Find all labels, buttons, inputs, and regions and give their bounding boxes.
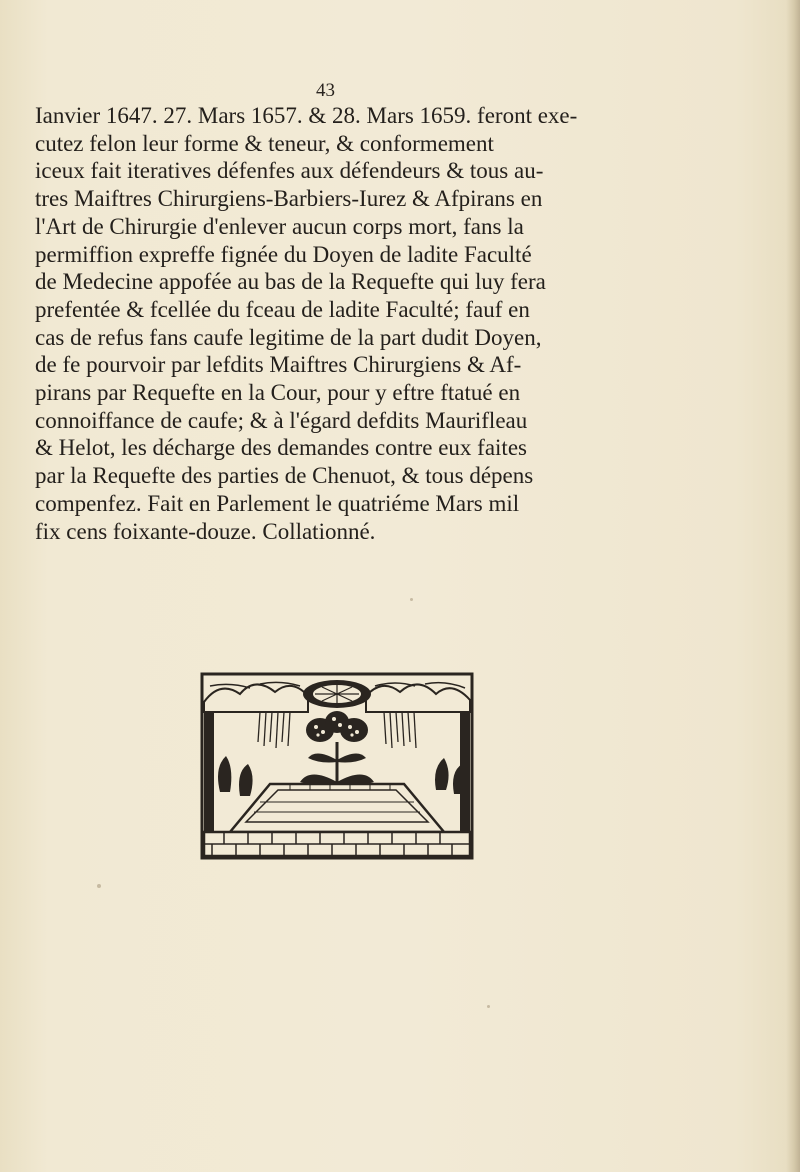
paper-speck — [487, 1005, 490, 1008]
text-line: connoiffance de caufe; & à l'égard defdits Maurifleau — [35, 407, 528, 433]
text-line: l'Art de Chirurgie d'enlever aucun corps mort, fans la — [35, 213, 524, 239]
text-line: permiffion expreffe fignée du Doyen de ladite Faculté — [35, 241, 532, 267]
text-line: fix cens foixante-douze. Collationné. — [35, 518, 376, 544]
text-line: compenfez. Fait en Parlement le quatriéme Mars mil — [35, 490, 520, 516]
text-line: cas de refus fans caufe legitime de la part dudit Doyen, — [35, 324, 542, 350]
text-line: prefentée & fcellée du fceau de ladite Faculté; fauf en — [35, 296, 530, 322]
text-line: de Medecine appofée au bas de la Requefte qui luy fera — [35, 269, 546, 295]
text-line: pirans par Requefte en la Cour, pour y eftre ftatué en — [35, 380, 521, 406]
paper-speck — [97, 884, 101, 888]
body-text — [35, 102, 625, 545]
text-line: Ianvier 1647. 27. Mars 1657. & 28. Mars 1659. feront exe- — [35, 103, 578, 128]
text-line: tres Maiftres Chirurgiens-Barbiers-Iurez & Afpirans en — [35, 186, 543, 212]
page-edge — [786, 0, 800, 1172]
text-line: & Helot, les décharge des demandes contre eux faites — [35, 435, 527, 461]
text-line: cutez felon leur forme & teneur, & conformement — [35, 130, 494, 156]
paper-speck — [410, 598, 413, 601]
text-line: par la Requefte des parties de Chenuot, & tous dépens — [35, 463, 534, 489]
text-line: de fe pourvoir par lefdits Maiftres Chirurgiens & Af- — [35, 352, 522, 378]
page-number: 43 — [316, 80, 335, 101]
text-line: iceux fait iteratives défenfes aux défendeurs & tous au- — [35, 158, 544, 184]
woodcut-plant-in-garden-icon — [200, 672, 474, 860]
